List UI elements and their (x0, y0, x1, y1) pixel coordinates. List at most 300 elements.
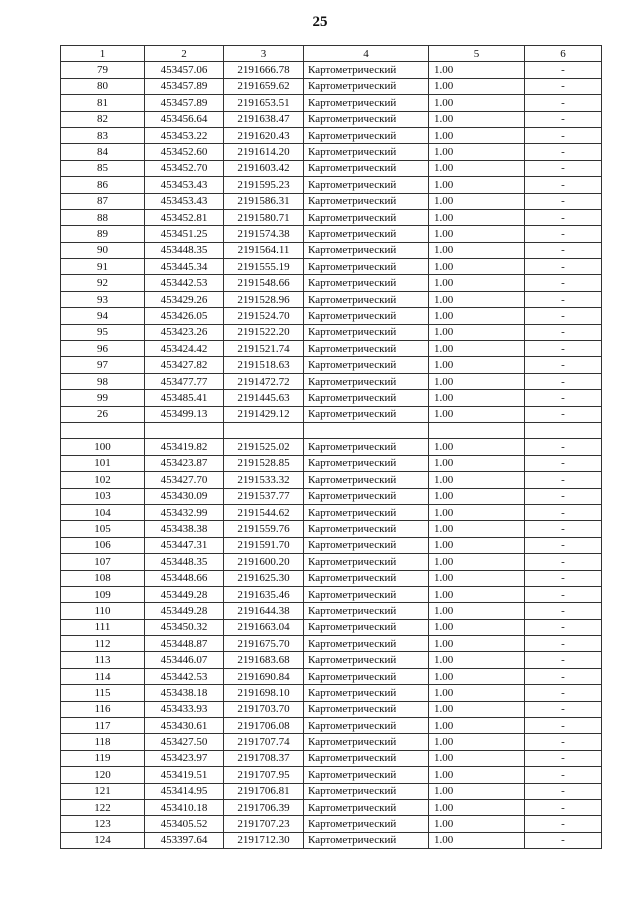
table-row (61, 816, 602, 832)
table-cell: 87 (61, 193, 145, 209)
table-row (61, 226, 602, 242)
table-cell: Картометрический (304, 242, 429, 258)
table-cell: - (525, 341, 602, 357)
table-row (61, 127, 602, 143)
table-cell: Картометрический (304, 816, 429, 832)
table-cell: - (525, 636, 602, 652)
header-cell: 6 (525, 46, 602, 62)
table-cell: - (525, 488, 602, 504)
table-cell: - (525, 439, 602, 455)
table-cell (145, 422, 224, 438)
table-cell: 91 (61, 259, 145, 275)
table-cell: 101 (61, 455, 145, 471)
table-cell: 453414.95 (145, 783, 224, 799)
table-cell: Картометрический (304, 95, 429, 111)
table-cell: 1.00 (429, 718, 525, 734)
table-cell: 1.00 (429, 537, 525, 553)
table-cell: 1.00 (429, 504, 525, 520)
table-cell: - (525, 259, 602, 275)
table-cell: - (525, 275, 602, 291)
table-cell: 1.00 (429, 95, 525, 111)
table-cell: 453397.64 (145, 832, 224, 848)
table-cell: 1.00 (429, 127, 525, 143)
table-cell: 2191537.77 (224, 488, 304, 504)
table-row (61, 570, 602, 586)
table-cell: Картометрический (304, 718, 429, 734)
table-cell: 80 (61, 78, 145, 94)
table-cell: 453426.05 (145, 308, 224, 324)
table-row (61, 586, 602, 602)
table-row (61, 177, 602, 193)
table-cell: 2191524.70 (224, 308, 304, 324)
table-cell: 453423.26 (145, 324, 224, 340)
table-cell: 2191659.62 (224, 78, 304, 94)
table-cell: 2191518.63 (224, 357, 304, 373)
table-cell: - (525, 718, 602, 734)
table-cell: 1.00 (429, 324, 525, 340)
table-cell: 2191706.08 (224, 718, 304, 734)
table-cell: - (525, 570, 602, 586)
table-cell: Картометрический (304, 308, 429, 324)
table-cell: 106 (61, 537, 145, 553)
table-cell: Картометрический (304, 226, 429, 242)
header-cell: 2 (145, 46, 224, 62)
table-cell: - (525, 177, 602, 193)
table-cell: 1.00 (429, 652, 525, 668)
table-cell: 100 (61, 439, 145, 455)
table-cell: 104 (61, 504, 145, 520)
table-cell: 453457.89 (145, 78, 224, 94)
table-cell: 453430.09 (145, 488, 224, 504)
table-cell: 453450.32 (145, 619, 224, 635)
table-cell: - (525, 521, 602, 537)
table-cell: Картометрический (304, 488, 429, 504)
table-cell: Картометрический (304, 127, 429, 143)
table-cell: - (525, 308, 602, 324)
table-cell: - (525, 324, 602, 340)
table-cell: 105 (61, 521, 145, 537)
table-cell (224, 422, 304, 438)
table-cell: - (525, 586, 602, 602)
table-cell: - (525, 832, 602, 848)
table-cell: 453457.06 (145, 62, 224, 78)
table-cell: Картометрический (304, 291, 429, 307)
table-cell: Картометрический (304, 799, 429, 815)
table-cell: 2191521.74 (224, 341, 304, 357)
table-cell: Картометрический (304, 521, 429, 537)
table-cell: Картометрический (304, 603, 429, 619)
table-cell: 2191548.66 (224, 275, 304, 291)
table-cell: 453447.31 (145, 537, 224, 553)
table-cell: 2191666.78 (224, 62, 304, 78)
table-cell: 109 (61, 586, 145, 602)
table-cell: - (525, 209, 602, 225)
table-cell: - (525, 144, 602, 160)
table-cell: 81 (61, 95, 145, 111)
table-cell: 453452.70 (145, 160, 224, 176)
table-cell: 95 (61, 324, 145, 340)
table-cell: 1.00 (429, 275, 525, 291)
table-cell: - (525, 750, 602, 766)
table-row (61, 144, 602, 160)
table-cell: 26 (61, 406, 145, 422)
table-cell: - (525, 783, 602, 799)
table-row (61, 160, 602, 176)
table-cell: 2191603.42 (224, 160, 304, 176)
table-row (61, 439, 602, 455)
table-cell: 2191544.62 (224, 504, 304, 520)
table-cell: 453485.41 (145, 390, 224, 406)
table-cell: 453453.43 (145, 193, 224, 209)
table-cell: 2191445.63 (224, 390, 304, 406)
table-cell: Картометрический (304, 275, 429, 291)
table-cell: Картометрический (304, 783, 429, 799)
table-cell: 453442.53 (145, 275, 224, 291)
table-cell: 453427.50 (145, 734, 224, 750)
table-cell: 1.00 (429, 390, 525, 406)
table-cell: 116 (61, 701, 145, 717)
table-row (61, 373, 602, 389)
table-cell: - (525, 373, 602, 389)
table-cell: - (525, 455, 602, 471)
table-row (61, 636, 602, 652)
table-cell: 1.00 (429, 455, 525, 471)
table-cell: - (525, 668, 602, 684)
header-cell: 1 (61, 46, 145, 62)
table-cell: - (525, 390, 602, 406)
table-row (61, 209, 602, 225)
table-cell: Картометрический (304, 455, 429, 471)
table-cell: Картометрический (304, 537, 429, 553)
table-cell: 82 (61, 111, 145, 127)
table-cell: 453453.22 (145, 127, 224, 143)
table-cell: Картометрический (304, 357, 429, 373)
table-cell: 453427.70 (145, 472, 224, 488)
table-cell: 2191559.76 (224, 521, 304, 537)
table-cell: 97 (61, 357, 145, 373)
table-row (61, 406, 602, 422)
table-cell: 2191707.23 (224, 816, 304, 832)
table-cell: 453448.87 (145, 636, 224, 652)
table-cell: Картометрический (304, 636, 429, 652)
table-cell (525, 422, 602, 438)
table-cell: Картометрический (304, 504, 429, 520)
table-cell: - (525, 127, 602, 143)
table-cell: 453423.87 (145, 455, 224, 471)
table-cell: 453446.07 (145, 652, 224, 668)
table-row (61, 390, 602, 406)
table-cell (61, 422, 145, 438)
table-cell: 453433.93 (145, 701, 224, 717)
table-cell: Картометрический (304, 570, 429, 586)
table-cell: 83 (61, 127, 145, 143)
table-cell: 118 (61, 734, 145, 750)
table-cell: Картометрический (304, 439, 429, 455)
table-cell: - (525, 78, 602, 94)
table-cell: 1.00 (429, 668, 525, 684)
table-row (61, 242, 602, 258)
table-cell: 2191528.96 (224, 291, 304, 307)
table-cell: - (525, 160, 602, 176)
table-cell: - (525, 406, 602, 422)
table-cell: Картометрический (304, 767, 429, 783)
table-cell: 121 (61, 783, 145, 799)
table-cell: 1.00 (429, 373, 525, 389)
table-cell: Картометрический (304, 619, 429, 635)
table-cell: 1.00 (429, 488, 525, 504)
table-cell: 120 (61, 767, 145, 783)
table-cell: 453423.97 (145, 750, 224, 766)
table-cell: 2191614.20 (224, 144, 304, 160)
table-cell: 453457.89 (145, 95, 224, 111)
table-cell: 119 (61, 750, 145, 766)
table-cell: 2191555.19 (224, 259, 304, 275)
table-cell: 117 (61, 718, 145, 734)
table-cell: 2191635.46 (224, 586, 304, 602)
table-cell: 2191533.32 (224, 472, 304, 488)
table-cell: - (525, 603, 602, 619)
table-cell: 453429.26 (145, 291, 224, 307)
table-cell: 1.00 (429, 177, 525, 193)
table-cell: 1.00 (429, 603, 525, 619)
table-cell (304, 422, 429, 438)
table-cell: Картометрический (304, 144, 429, 160)
header-cell: 3 (224, 46, 304, 62)
table-cell: 94 (61, 308, 145, 324)
table-row (61, 750, 602, 766)
table-cell: 2191564.11 (224, 242, 304, 258)
table-cell: 2191675.70 (224, 636, 304, 652)
table-cell: - (525, 767, 602, 783)
table-cell: - (525, 472, 602, 488)
table-cell: - (525, 62, 602, 78)
table-cell: 1.00 (429, 685, 525, 701)
table-cell: 453419.82 (145, 439, 224, 455)
table-cell: Картометрический (304, 472, 429, 488)
table-cell: Картометрический (304, 341, 429, 357)
header-cell: 4 (304, 46, 429, 62)
table-row (61, 783, 602, 799)
table-cell: Картометрический (304, 750, 429, 766)
table-row (61, 291, 602, 307)
table-cell: Картометрический (304, 259, 429, 275)
table-cell: - (525, 652, 602, 668)
table-cell: 1.00 (429, 832, 525, 848)
table-cell: 453452.60 (145, 144, 224, 160)
table-cell: Картометрический (304, 373, 429, 389)
table-cell: - (525, 554, 602, 570)
table-cell: 453410.18 (145, 799, 224, 815)
table-cell: 453405.52 (145, 816, 224, 832)
table-cell: 1.00 (429, 750, 525, 766)
table-cell: 99 (61, 390, 145, 406)
table-cell: 2191580.71 (224, 209, 304, 225)
table-cell: - (525, 799, 602, 815)
table-cell: 1.00 (429, 308, 525, 324)
table-row (61, 619, 602, 635)
table-cell: 1.00 (429, 783, 525, 799)
table-cell: 2191522.20 (224, 324, 304, 340)
table-cell: 2191708.37 (224, 750, 304, 766)
table-cell: - (525, 504, 602, 520)
table-row (61, 78, 602, 94)
table-cell: 453445.34 (145, 259, 224, 275)
table-cell: 1.00 (429, 226, 525, 242)
table-cell: 453452.81 (145, 209, 224, 225)
table-cell: 2191690.84 (224, 668, 304, 684)
table-cell: 102 (61, 472, 145, 488)
table-row (61, 734, 602, 750)
table-cell: 453442.53 (145, 668, 224, 684)
table-cell: Картометрический (304, 586, 429, 602)
table-cell: - (525, 226, 602, 242)
table-cell: - (525, 291, 602, 307)
table-cell: 98 (61, 373, 145, 389)
table-row (61, 357, 602, 373)
table-row (61, 554, 602, 570)
table-cell: 93 (61, 291, 145, 307)
table-cell: 2191586.31 (224, 193, 304, 209)
table-cell: 112 (61, 636, 145, 652)
table-cell: 453438.38 (145, 521, 224, 537)
table-cell: 108 (61, 570, 145, 586)
table-cell: Картометрический (304, 685, 429, 701)
table-cell: Картометрический (304, 78, 429, 94)
table-cell: 2191528.85 (224, 455, 304, 471)
table-cell: - (525, 242, 602, 258)
table-cell: 2191638.47 (224, 111, 304, 127)
table-cell: 88 (61, 209, 145, 225)
table-cell: 113 (61, 652, 145, 668)
table-cell: 1.00 (429, 406, 525, 422)
table-cell: - (525, 357, 602, 373)
table-cell: 2191712.30 (224, 832, 304, 848)
table-row (61, 504, 602, 520)
table-row (61, 799, 602, 815)
table-cell: 1.00 (429, 586, 525, 602)
header-cell: 5 (429, 46, 525, 62)
table-cell: 453449.28 (145, 586, 224, 602)
table-cell: 1.00 (429, 160, 525, 176)
table-cell: 2191644.38 (224, 603, 304, 619)
table-cell: 122 (61, 799, 145, 815)
table-cell: Картометрический (304, 209, 429, 225)
table-cell: Картометрический (304, 111, 429, 127)
table-cell: 89 (61, 226, 145, 242)
table-cell: 103 (61, 488, 145, 504)
table-cell: 1.00 (429, 472, 525, 488)
table-cell: Картометрический (304, 652, 429, 668)
table-cell: - (525, 95, 602, 111)
table-cell: 1.00 (429, 62, 525, 78)
table-row (61, 455, 602, 471)
table-cell: 79 (61, 62, 145, 78)
table-row (61, 767, 602, 783)
table-row (61, 488, 602, 504)
table-cell: 453419.51 (145, 767, 224, 783)
table-cell: - (525, 619, 602, 635)
table-cell: Картометрический (304, 62, 429, 78)
table-cell: 1.00 (429, 341, 525, 357)
table-cell: 2191625.30 (224, 570, 304, 586)
table-cell: 453424.42 (145, 341, 224, 357)
table-cell: 1.00 (429, 554, 525, 570)
table-cell: Картометрический (304, 554, 429, 570)
table-cell: 2191683.68 (224, 652, 304, 668)
table-cell: 1.00 (429, 144, 525, 160)
table-row (61, 341, 602, 357)
table-cell: Картометрический (304, 177, 429, 193)
table-cell: 1.00 (429, 521, 525, 537)
table-cell: 1.00 (429, 816, 525, 832)
table-row (61, 95, 602, 111)
table-cell: 453448.35 (145, 554, 224, 570)
table-cell: 85 (61, 160, 145, 176)
table-cell: 453427.82 (145, 357, 224, 373)
table-cell: 2191429.12 (224, 406, 304, 422)
table-row (61, 324, 602, 340)
table-cell: 2191706.81 (224, 783, 304, 799)
table-cell: 2191706.39 (224, 799, 304, 815)
table-cell: - (525, 685, 602, 701)
table-cell: 2191525.02 (224, 439, 304, 455)
table-cell: 2191600.20 (224, 554, 304, 570)
table-cell: 1.00 (429, 291, 525, 307)
table-row (61, 603, 602, 619)
table-cell: 453448.66 (145, 570, 224, 586)
table-cell: 2191663.04 (224, 619, 304, 635)
coordinates-table (60, 45, 602, 849)
table-cell: 1.00 (429, 242, 525, 258)
table-cell: 2191703.70 (224, 701, 304, 717)
table-row (61, 537, 602, 553)
table-row (61, 62, 602, 78)
table-cell: - (525, 701, 602, 717)
table-cell: 1.00 (429, 767, 525, 783)
table-row (61, 832, 602, 848)
table-cell: 110 (61, 603, 145, 619)
table-cell: 1.00 (429, 619, 525, 635)
table-cell: 1.00 (429, 209, 525, 225)
table-cell: 1.00 (429, 193, 525, 209)
table-cell: 2191653.51 (224, 95, 304, 111)
table-cell: - (525, 734, 602, 750)
table-cell: 2191620.43 (224, 127, 304, 143)
table-cell: 453438.18 (145, 685, 224, 701)
table-row (61, 422, 602, 438)
table-cell: 1.00 (429, 799, 525, 815)
table-cell: 1.00 (429, 111, 525, 127)
table-cell: 107 (61, 554, 145, 570)
table-cell: 453430.61 (145, 718, 224, 734)
table-cell: 96 (61, 341, 145, 357)
table-cell: Картометрический (304, 406, 429, 422)
table-cell: 453456.64 (145, 111, 224, 127)
table-cell: Картометрический (304, 160, 429, 176)
table-row (61, 308, 602, 324)
table-row (61, 652, 602, 668)
table-cell: 453499.13 (145, 406, 224, 422)
table-header-row (61, 46, 602, 62)
table-cell: 1.00 (429, 701, 525, 717)
table-cell: 86 (61, 177, 145, 193)
table-cell: 2191707.95 (224, 767, 304, 783)
table-row (61, 718, 602, 734)
table-cell: 2191595.23 (224, 177, 304, 193)
table-cell: 1.00 (429, 570, 525, 586)
table-cell: 1.00 (429, 259, 525, 275)
table-cell: 1.00 (429, 78, 525, 94)
